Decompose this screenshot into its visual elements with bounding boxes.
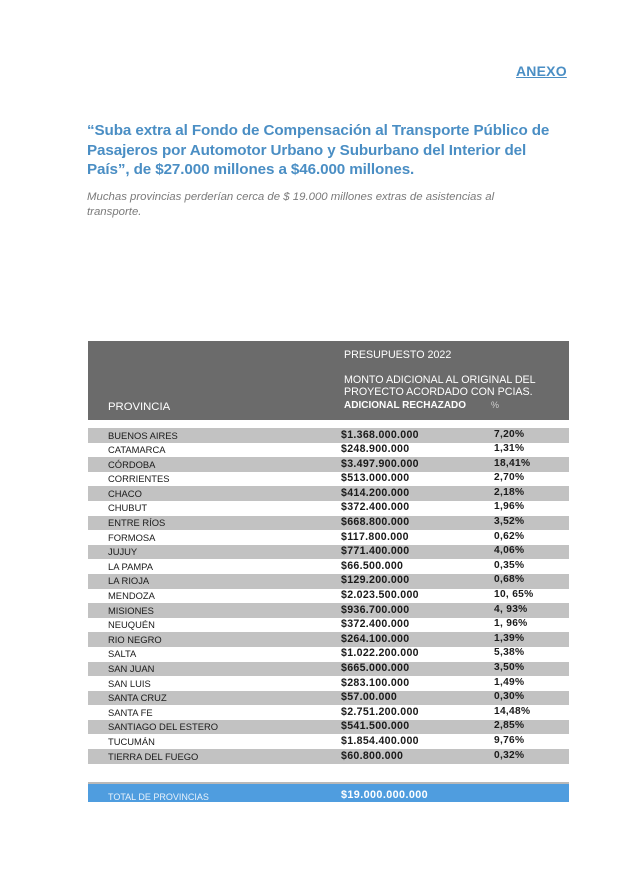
cell-monto: $372.400.000 bbox=[341, 501, 410, 514]
cell-monto: $668.800.000 bbox=[341, 516, 410, 529]
cell-pct: 4, 93% bbox=[494, 603, 528, 615]
cell-pct: 0,62% bbox=[494, 530, 525, 542]
cell-provincia: NEUQUÉN bbox=[108, 619, 155, 631]
document-subtitle: Muchas provincias perderían cerca de $ 19.000 millones extras de asistencias al transporte. bbox=[87, 191, 495, 218]
cell-monto: $60.800.000 bbox=[341, 749, 404, 762]
cell-monto: $129.200.000 bbox=[341, 574, 410, 587]
document-title: “Suba extra al Fondo de Compensación al Transporte Público de Pasajeros por Automotor Urbano y Suburbano del Interior del País”, de $27.000 millones a $46.000 millones. bbox=[87, 122, 550, 178]
cell-provincia: CATAMARCA bbox=[108, 444, 166, 456]
cell-provincia: CORRIENTES bbox=[108, 473, 170, 485]
table-body bbox=[88, 428, 569, 764]
anexo-label: ANEXO bbox=[516, 63, 567, 79]
cell-pct: 0,32% bbox=[494, 749, 525, 761]
cell-pct: 18,41% bbox=[494, 457, 531, 469]
table-row bbox=[88, 545, 569, 560]
table-row bbox=[88, 662, 569, 677]
cell-provincia: SANTA CRUZ bbox=[108, 692, 167, 704]
table-row bbox=[88, 530, 569, 545]
cell-monto: $414.200.000 bbox=[341, 486, 410, 499]
total-label: TOTAL DE PROVINCIAS bbox=[108, 792, 209, 802]
cell-pct: 3,52% bbox=[494, 516, 525, 528]
cell-provincia: RIO NEGRO bbox=[108, 633, 162, 645]
cell-provincia: SALTA bbox=[108, 648, 137, 660]
column-header-provincia: PROVINCIA bbox=[108, 401, 171, 413]
cell-provincia: JUJUY bbox=[108, 546, 138, 558]
table-row bbox=[88, 589, 569, 604]
cell-pct: 7,20% bbox=[494, 428, 525, 440]
table-row bbox=[88, 472, 569, 487]
cell-provincia: LA RIOJA bbox=[108, 575, 150, 587]
cell-pct: 4,06% bbox=[494, 545, 525, 557]
table-row bbox=[88, 749, 569, 764]
table-row bbox=[88, 457, 569, 472]
cell-monto: $665.000.000 bbox=[341, 662, 410, 674]
table-row bbox=[88, 603, 569, 618]
cell-provincia: CHUBUT bbox=[108, 502, 148, 514]
table-row bbox=[88, 559, 569, 574]
cell-monto: $372.400.000 bbox=[341, 618, 410, 631]
cell-pct: 1,49% bbox=[494, 676, 525, 688]
cell-provincia: MENDOZA bbox=[108, 590, 155, 602]
table-row bbox=[88, 443, 569, 458]
cell-pct: 5,38% bbox=[494, 647, 525, 659]
cell-monto: $541.500.000 bbox=[341, 720, 410, 733]
table-row bbox=[88, 734, 569, 749]
table-row bbox=[88, 720, 569, 735]
total-amount: $19.000.000.000 bbox=[341, 789, 429, 801]
cell-monto: $936.700.000 bbox=[341, 603, 410, 616]
cell-provincia: LA PAMPA bbox=[108, 560, 153, 572]
cell-pct: 1, 96% bbox=[494, 618, 528, 630]
cell-pct: 2,70% bbox=[494, 472, 525, 484]
table-row bbox=[88, 691, 569, 706]
cell-provincia: TUCUMÁN bbox=[108, 735, 155, 747]
cell-monto: $248.900.000 bbox=[341, 443, 410, 456]
cell-pct: 0,35% bbox=[494, 559, 525, 571]
column-header-pct: % bbox=[491, 400, 500, 410]
cell-pct: 14,48% bbox=[494, 705, 531, 717]
cell-pct: 1,31% bbox=[494, 443, 525, 455]
cell-monto: $2.023.500.000 bbox=[341, 589, 419, 602]
table-row bbox=[88, 676, 569, 691]
cell-pct: 3,50% bbox=[494, 662, 525, 673]
cell-monto: $2.751.200.000 bbox=[341, 705, 419, 718]
table-row bbox=[88, 428, 569, 443]
cell-monto: $1.022.200.000 bbox=[341, 647, 419, 660]
total-row bbox=[88, 784, 569, 802]
cell-provincia: ENTRE RÍOS bbox=[108, 517, 166, 529]
column-header-presupuesto: PRESUPUESTO 2022 bbox=[344, 349, 452, 361]
cell-pct: 9,76% bbox=[494, 734, 525, 746]
table-header bbox=[88, 341, 569, 420]
cell-provincia: FORMOSA bbox=[108, 531, 156, 543]
table-row bbox=[88, 574, 569, 589]
cell-provincia: CHACO bbox=[108, 487, 142, 499]
cell-provincia: SANTIAGO DEL ESTERO bbox=[108, 721, 219, 733]
table-row bbox=[88, 486, 569, 501]
column-header-adicional: ADICIONAL RECHAZADO bbox=[344, 400, 467, 411]
table-row bbox=[88, 705, 569, 720]
cell-monto: $1.854.400.000 bbox=[341, 734, 419, 747]
cell-pct: 2,85% bbox=[494, 720, 525, 732]
cell-monto: $771.400.000 bbox=[341, 545, 410, 558]
cell-provincia: CÓRDOBA bbox=[108, 458, 156, 470]
cell-monto: $264.100.000 bbox=[341, 632, 410, 645]
table-row bbox=[88, 647, 569, 662]
cell-monto: $117.800.000 bbox=[341, 530, 409, 543]
cell-monto: $66.500.000 bbox=[341, 559, 404, 572]
cell-provincia: SANTA FE bbox=[108, 706, 153, 718]
cell-pct: 10, 65% bbox=[494, 589, 534, 601]
cell-monto: $1.368.000.000 bbox=[341, 428, 419, 441]
column-header-monto: MONTO ADICIONAL AL ORIGINAL DEL PROYECTO ACORDADO CON PCIAS. bbox=[344, 374, 536, 398]
cell-provincia: MISIONES bbox=[108, 604, 154, 616]
table-row bbox=[88, 618, 569, 633]
cell-pct: 0,68% bbox=[494, 574, 525, 586]
cell-pct: 1,96% bbox=[494, 501, 525, 513]
table-row bbox=[88, 516, 569, 531]
cell-provincia: SAN LUIS bbox=[108, 677, 151, 689]
cell-pct: 2,18% bbox=[494, 486, 525, 498]
provinces-table bbox=[88, 341, 569, 802]
cell-monto: $513.000.000 bbox=[341, 472, 410, 485]
table-row bbox=[88, 632, 569, 647]
cell-monto: $283.100.000 bbox=[341, 676, 410, 689]
cell-monto: $57.00.000 bbox=[341, 691, 398, 704]
cell-provincia: TIERRA DEL FUEGO bbox=[108, 750, 199, 762]
cell-provincia: BUENOS AIRES bbox=[108, 429, 178, 441]
cell-monto: $3.497.900.000 bbox=[341, 457, 419, 470]
table-row bbox=[88, 501, 569, 516]
cell-pct: 0,30% bbox=[494, 691, 525, 703]
cell-pct: 1,39% bbox=[494, 632, 525, 644]
cell-provincia: SAN JUAN bbox=[108, 663, 155, 674]
